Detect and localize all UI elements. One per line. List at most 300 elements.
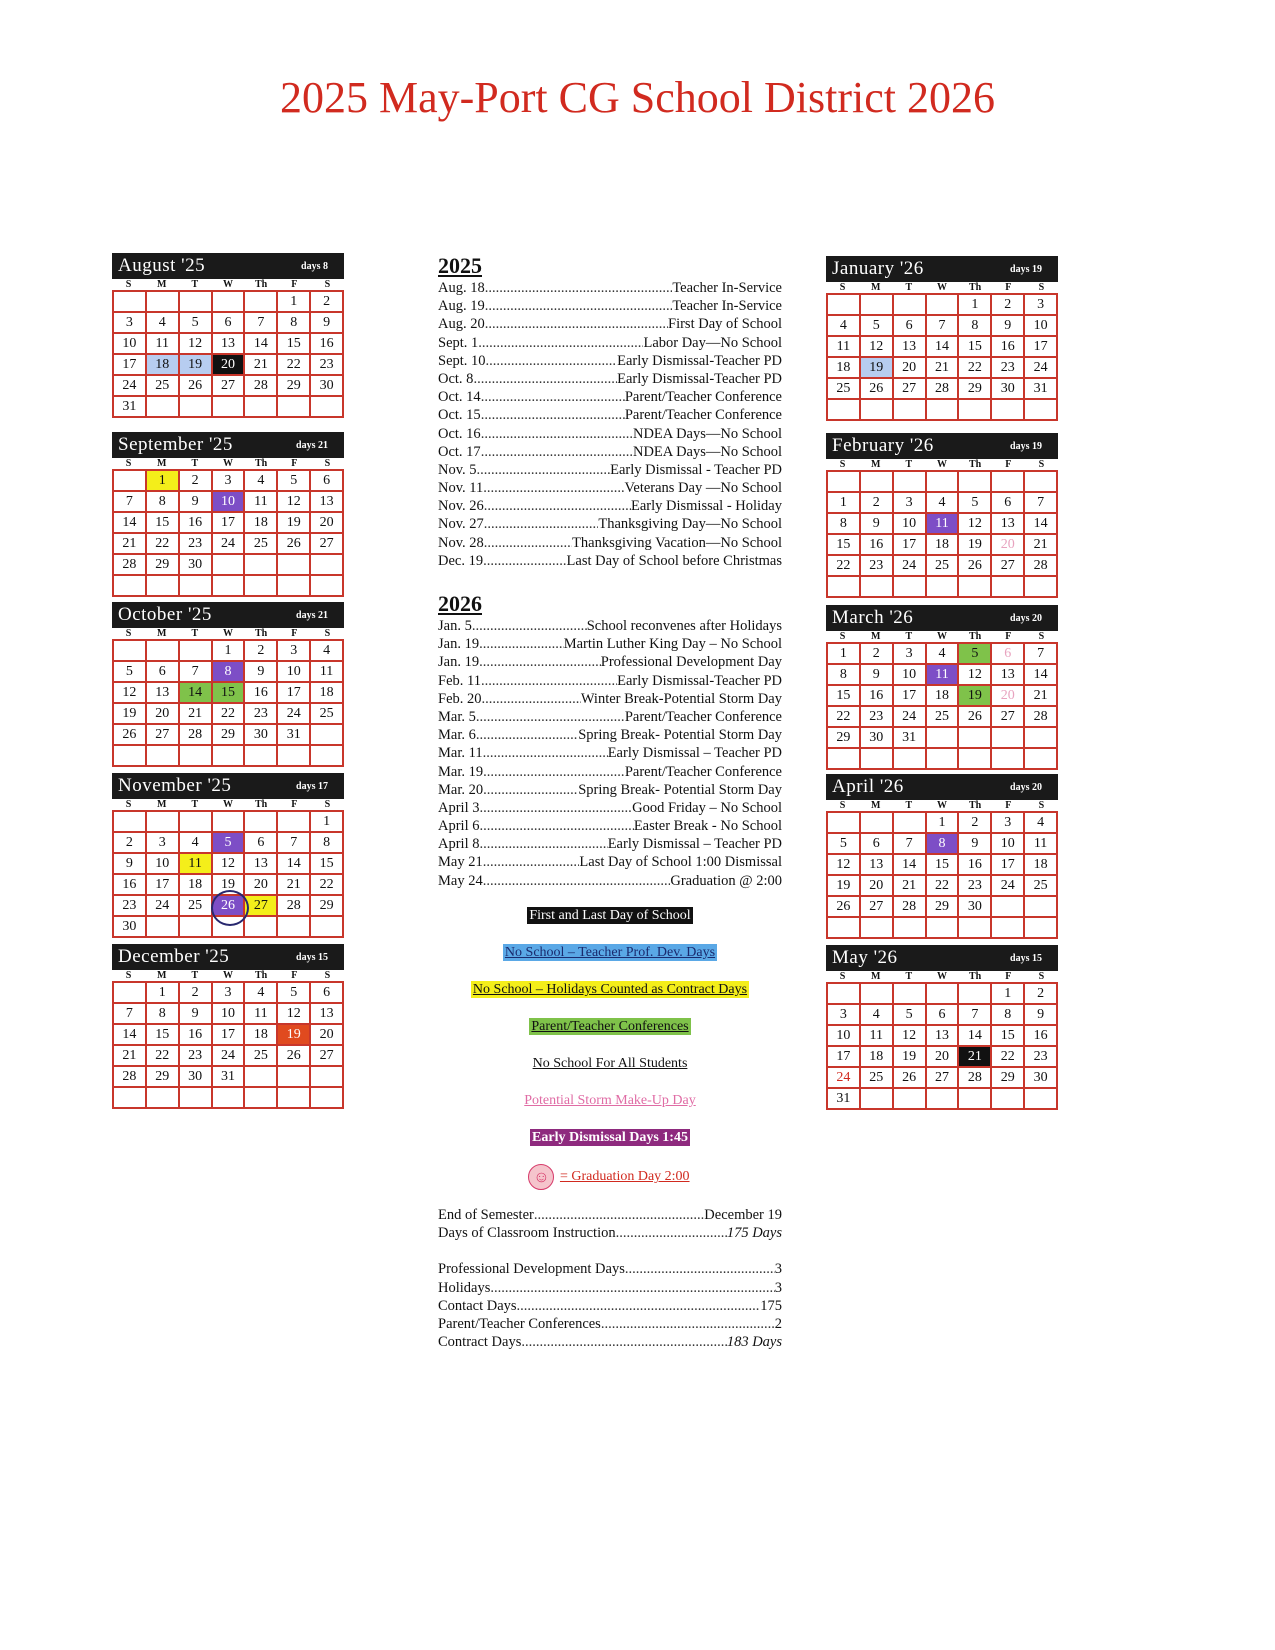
day-cell: 26 [278, 1046, 311, 1067]
dot-leader [479, 835, 607, 853]
day-cell: 25 [245, 1046, 278, 1067]
event-description: Labor Day—No School [643, 334, 782, 351]
day-cell: 10 [213, 492, 246, 513]
legend-teacher-pd-label: No School – Teacher Prof. Dev. Days [504, 945, 716, 960]
event-row [438, 425, 782, 443]
weekday-label: W [936, 800, 947, 811]
day-cell: 10 [894, 665, 927, 686]
day-cell: 13 [213, 334, 246, 355]
month-grid [826, 293, 1058, 421]
day-cell: 26 [278, 534, 311, 555]
day-cell: 8 [992, 1005, 1025, 1026]
day-cell: 20 [894, 358, 927, 379]
empty-day-cell [311, 725, 344, 746]
empty-day-cell [147, 576, 180, 597]
dot-leader [479, 799, 632, 817]
empty-day-cell [147, 641, 180, 662]
empty-day-cell [894, 577, 927, 598]
day-cell: 14 [245, 334, 278, 355]
day-cell: 10 [278, 662, 311, 683]
event-date: Oct. 17 [438, 443, 481, 460]
day-cell: 18 [245, 513, 278, 534]
day-cell: 29 [278, 376, 311, 397]
day-cell: 18 [927, 535, 960, 556]
weekday-label: M [156, 970, 167, 981]
summary-end-semester-label: End of Semester [438, 1207, 534, 1223]
weekday-row [112, 628, 344, 639]
day-cell: 3 [213, 983, 246, 1004]
empty-day-cell [311, 555, 344, 576]
day-cell: 17 [1025, 337, 1058, 358]
day-cell: 7 [894, 834, 927, 855]
day-cell: 2 [959, 813, 992, 834]
empty-day-cell [927, 728, 960, 749]
day-cell: 6 [927, 1005, 960, 1026]
empty-day-cell [147, 1088, 180, 1109]
event-row [438, 279, 782, 297]
day-cell: 9 [992, 316, 1025, 337]
day-cell: 18 [311, 683, 344, 704]
day-cell: 11 [828, 337, 861, 358]
month-header [826, 433, 1058, 459]
dot-leader [479, 653, 601, 671]
empty-day-cell [861, 918, 894, 939]
day-cell: 20 [927, 1047, 960, 1068]
day-cell: 10 [1025, 316, 1058, 337]
empty-day-cell [927, 400, 960, 421]
empty-day-cell [861, 984, 894, 1005]
weekday-label: S [125, 799, 132, 810]
day-cell: 6 [861, 834, 894, 855]
day-cell: 18 [180, 875, 213, 896]
empty-day-cell [828, 984, 861, 1005]
day-cell: 30 [180, 555, 213, 576]
day-cell: 29 [828, 728, 861, 749]
day-cell: 2 [861, 644, 894, 665]
day-cell: 16 [245, 683, 278, 704]
month-name: August '25 [118, 255, 206, 276]
event-description: Early Dismissal-Teacher PD [617, 370, 782, 387]
day-cell: 16 [861, 686, 894, 707]
month-days-count: days 17 [296, 780, 328, 792]
day-cell: 22 [147, 534, 180, 555]
day-cell: 4 [828, 316, 861, 337]
day-cell: 12 [278, 492, 311, 513]
day-cell: 21 [278, 875, 311, 896]
calendar-october [112, 602, 344, 767]
day-cell: 8 [213, 662, 246, 683]
dot-leader [483, 853, 580, 871]
weekday-label: W [936, 631, 947, 642]
day-cell: 6 [311, 983, 344, 1004]
day-cell: 2 [311, 292, 344, 313]
empty-day-cell [180, 1088, 213, 1109]
dot-leader [481, 406, 625, 424]
event-date: Jan. 5 [438, 618, 472, 634]
day-cell: 15 [992, 1026, 1025, 1047]
event-row [438, 635, 782, 653]
day-cell: 25 [861, 1068, 894, 1089]
legend-storm-label: Potential Storm Make-Up Day [524, 1093, 696, 1108]
day-cell: 17 [114, 355, 147, 376]
month-grid [112, 469, 344, 597]
event-row [438, 781, 782, 799]
weekday-label: F [291, 799, 298, 810]
day-cell: 25 [147, 376, 180, 397]
weekday-label: T [905, 971, 913, 982]
day-cell: 23 [1025, 1047, 1058, 1068]
day-cell: 14 [180, 683, 213, 704]
dot-leader [481, 672, 617, 690]
event-row [438, 406, 782, 424]
day-cell: 7 [278, 833, 311, 854]
empty-day-cell [927, 295, 960, 316]
event-description: Last Day of School 1:00 Dismissal [579, 854, 782, 871]
day-cell: 16 [180, 1025, 213, 1046]
weekday-label: S [839, 631, 846, 642]
month-grid [826, 642, 1058, 770]
empty-day-cell [992, 749, 1025, 770]
day-cell: 22 [828, 707, 861, 728]
weekday-label: W [222, 458, 233, 469]
weekday-row [826, 971, 1058, 982]
day-cell: 31 [894, 728, 927, 749]
day-cell: 13 [311, 1004, 344, 1025]
weekday-label: S [839, 971, 846, 982]
day-cell: 8 [147, 1004, 180, 1025]
day-cell: 28 [114, 1067, 147, 1088]
day-cell: 20 [311, 513, 344, 534]
day-cell: 4 [927, 493, 960, 514]
day-cell: 2 [180, 983, 213, 1004]
dot-leader [483, 744, 608, 762]
empty-day-cell [927, 918, 960, 939]
empty-day-cell [959, 577, 992, 598]
day-cell: 17 [213, 1025, 246, 1046]
dot-leader [482, 690, 581, 708]
day-cell: 13 [992, 514, 1025, 535]
day-cell: 14 [894, 855, 927, 876]
event-date: April 3 [438, 799, 480, 816]
event-description: School reconvenes after Holidays [586, 618, 782, 634]
event-description: Early Dismissal - Teacher PD [610, 461, 782, 478]
day-cell: 28 [959, 1068, 992, 1089]
empty-day-cell [894, 918, 927, 939]
empty-day-cell [959, 749, 992, 770]
day-cell: 4 [311, 641, 344, 662]
weekday-label: Th [969, 459, 982, 470]
legend-early-dismissal [438, 1130, 782, 1146]
day-cell: 5 [959, 493, 992, 514]
event-description: Thanksgiving Vacation—No School [572, 534, 782, 551]
weekday-label: F [1005, 459, 1012, 470]
event-description: Early Dismissal – Teacher PD [607, 745, 782, 762]
summary-end-semester-value: December 19 [704, 1207, 782, 1223]
event-date: Mar. 19 [438, 763, 484, 780]
day-cell: 3 [894, 644, 927, 665]
day-cell: 8 [828, 665, 861, 686]
day-cell: 13 [861, 855, 894, 876]
weekday-label: W [936, 459, 947, 470]
day-cell: 27 [311, 534, 344, 555]
day-cell: 16 [1025, 1026, 1058, 1047]
day-cell: 6 [992, 644, 1025, 665]
weekday-label: M [870, 459, 881, 470]
day-cell: 5 [114, 662, 147, 683]
day-cell: 28 [1025, 556, 1058, 577]
day-cell: 21 [927, 358, 960, 379]
empty-day-cell [147, 292, 180, 313]
weekday-label: S [1038, 631, 1045, 642]
year-heading-2026: 2026 [438, 591, 482, 616]
event-date: Oct. 16 [438, 425, 481, 442]
day-cell: 11 [245, 492, 278, 513]
event-date: Feb. 20 [438, 690, 482, 707]
dot-leader [481, 388, 625, 406]
empty-day-cell [245, 812, 278, 833]
day-cell: 18 [245, 1025, 278, 1046]
empty-day-cell [245, 1088, 278, 1109]
day-cell: 12 [278, 1004, 311, 1025]
empty-day-cell [311, 917, 344, 938]
day-cell: 16 [992, 337, 1025, 358]
empty-day-cell [992, 918, 1025, 939]
dot-leader [485, 279, 673, 297]
day-cell: 11 [245, 1004, 278, 1025]
month-header [112, 602, 344, 628]
weekday-label: S [125, 458, 132, 469]
day-cell: 15 [147, 513, 180, 534]
weekday-label: S [1038, 459, 1045, 470]
empty-day-cell [1025, 1089, 1058, 1110]
empty-day-cell [114, 471, 147, 492]
day-cell: 26 [894, 1068, 927, 1089]
day-cell: 29 [147, 555, 180, 576]
day-cell: 3 [213, 471, 246, 492]
empty-day-cell [213, 812, 246, 833]
event-description: Early Dismissal-Teacher PD [617, 352, 782, 369]
event-date: Nov. 5 [438, 461, 477, 478]
day-cell: 23 [861, 707, 894, 728]
day-cell: 18 [861, 1047, 894, 1068]
day-cell: 21 [959, 1047, 992, 1068]
weekday-label: Th [969, 282, 982, 293]
empty-day-cell [278, 812, 311, 833]
day-cell: 27 [927, 1068, 960, 1089]
empty-day-cell [959, 918, 992, 939]
day-cell: 19 [959, 686, 992, 707]
weekday-label: M [156, 628, 167, 639]
month-header [826, 945, 1058, 971]
day-cell: 27 [894, 379, 927, 400]
empty-day-cell [828, 472, 861, 493]
day-cell: 1 [927, 813, 960, 834]
calendar-february [826, 433, 1058, 598]
day-cell: 4 [927, 644, 960, 665]
empty-day-cell [992, 1089, 1025, 1110]
day-cell: 5 [213, 833, 246, 854]
month-header [826, 256, 1058, 282]
legend-no-school [438, 1056, 782, 1072]
empty-day-cell [278, 397, 311, 418]
day-cell: 14 [959, 1026, 992, 1047]
weekday-label: Th [255, 799, 268, 810]
day-cell: 22 [147, 1046, 180, 1067]
empty-day-cell [213, 576, 246, 597]
day-cell: 25 [180, 896, 213, 917]
empty-day-cell [861, 472, 894, 493]
day-cell: 3 [114, 313, 147, 334]
event-description: Teacher In-Service [672, 280, 782, 296]
month-header [112, 773, 344, 799]
month-grid [826, 811, 1058, 939]
day-cell: 17 [992, 855, 1025, 876]
day-cell: 10 [894, 514, 927, 535]
event-row [438, 744, 782, 762]
day-cell: 20 [861, 876, 894, 897]
day-cell: 18 [828, 358, 861, 379]
legend-first-last-label: First and Last Day of School [529, 908, 691, 923]
empty-day-cell [278, 576, 311, 597]
weekday-label: M [870, 800, 881, 811]
dot-leader [485, 315, 668, 333]
dot-leader [483, 552, 566, 570]
empty-day-cell [245, 1067, 278, 1088]
empty-day-cell [927, 1089, 960, 1110]
event-date: Dec. 19 [438, 552, 484, 569]
day-cell: 1 [147, 471, 180, 492]
weekday-label: T [905, 800, 913, 811]
day-cell: 22 [959, 358, 992, 379]
weekday-label: Th [969, 631, 982, 642]
day-cell: 8 [959, 316, 992, 337]
weekday-label: M [156, 799, 167, 810]
day-cell: 7 [1025, 644, 1058, 665]
weekday-label: W [936, 971, 947, 982]
day-cell: 13 [245, 854, 278, 875]
weekday-row [112, 799, 344, 810]
day-cell: 14 [278, 854, 311, 875]
event-row [438, 726, 782, 744]
month-days-count: days 20 [1010, 781, 1042, 793]
event-row [438, 479, 782, 497]
empty-day-cell [828, 295, 861, 316]
event-date: Mar. 6 [438, 727, 476, 744]
weekday-label: S [125, 970, 132, 981]
day-cell: 19 [180, 355, 213, 376]
summary-conferences-value: 2 [774, 1315, 782, 1332]
dot-leader [484, 515, 599, 533]
event-row [438, 334, 782, 352]
events-2026 [438, 591, 782, 890]
day-cell: 1 [992, 984, 1025, 1005]
weekday-row [826, 631, 1058, 642]
empty-day-cell [213, 292, 246, 313]
day-cell: 5 [959, 644, 992, 665]
calendar-august [112, 253, 344, 418]
empty-day-cell [213, 397, 246, 418]
summary-conferences-label: Parent/Teacher Conferences [438, 1315, 601, 1332]
summary-contact [438, 1297, 782, 1315]
event-description: Thanksgiving Day—No School [598, 516, 782, 533]
day-cell: 17 [147, 875, 180, 896]
event-description: Easter Break - No School [633, 818, 782, 835]
day-cell: 20 [992, 535, 1025, 556]
empty-day-cell [894, 984, 927, 1005]
weekday-label: M [870, 631, 881, 642]
weekday-label: S [125, 628, 132, 639]
weekday-label: S [1038, 800, 1045, 811]
empty-day-cell [861, 749, 894, 770]
day-cell: 28 [894, 897, 927, 918]
day-cell: 28 [180, 725, 213, 746]
empty-day-cell [245, 746, 278, 767]
month-grid [112, 981, 344, 1109]
dot-leader [483, 479, 624, 497]
day-cell: 15 [927, 855, 960, 876]
event-date: Nov. 11 [438, 480, 484, 497]
empty-day-cell [278, 917, 311, 938]
day-cell: 8 [311, 833, 344, 854]
empty-day-cell [147, 917, 180, 938]
day-cell: 16 [311, 334, 344, 355]
empty-day-cell [114, 292, 147, 313]
day-cell: 21 [180, 704, 213, 725]
event-row [438, 872, 782, 890]
dot-leader [486, 352, 618, 370]
day-cell: 30 [992, 379, 1025, 400]
empty-day-cell [147, 812, 180, 833]
summary-contact-value: 175 [760, 1297, 782, 1314]
empty-day-cell [894, 472, 927, 493]
empty-day-cell [828, 400, 861, 421]
legend-teacher-pd [438, 945, 782, 961]
month-name: April '26 [832, 776, 904, 797]
weekday-row [826, 282, 1058, 293]
weekday-label: W [222, 970, 233, 981]
weekday-label: Th [255, 970, 268, 981]
event-date: May 21 [438, 854, 483, 871]
empty-day-cell [278, 746, 311, 767]
day-cell: 26 [180, 376, 213, 397]
empty-day-cell [959, 984, 992, 1005]
month-name: November '25 [118, 775, 232, 796]
day-cell: 7 [927, 316, 960, 337]
event-description: Last Day of School before Christmas [566, 552, 782, 569]
event-date: May 24 [438, 872, 483, 889]
day-cell: 1 [213, 641, 246, 662]
day-cell: 20 [213, 355, 246, 376]
weekday-label: S [324, 628, 331, 639]
day-cell: 13 [311, 492, 344, 513]
day-cell: 16 [180, 513, 213, 534]
month-name: March '26 [832, 607, 914, 628]
event-date: Feb. 11 [438, 672, 481, 689]
empty-day-cell [180, 292, 213, 313]
day-cell: 12 [213, 854, 246, 875]
event-description: Martin Luther King Day – No School [563, 636, 782, 653]
day-cell: 9 [180, 1004, 213, 1025]
event-description: Professional Development Day [600, 654, 782, 671]
day-cell: 3 [894, 493, 927, 514]
month-header [112, 944, 344, 970]
day-cell: 20 [311, 1025, 344, 1046]
empty-day-cell [861, 295, 894, 316]
summary-holidays-value: 3 [774, 1279, 782, 1296]
weekday-label: T [191, 628, 199, 639]
event-date: Mar. 11 [438, 745, 483, 762]
day-cell: 30 [114, 917, 147, 938]
